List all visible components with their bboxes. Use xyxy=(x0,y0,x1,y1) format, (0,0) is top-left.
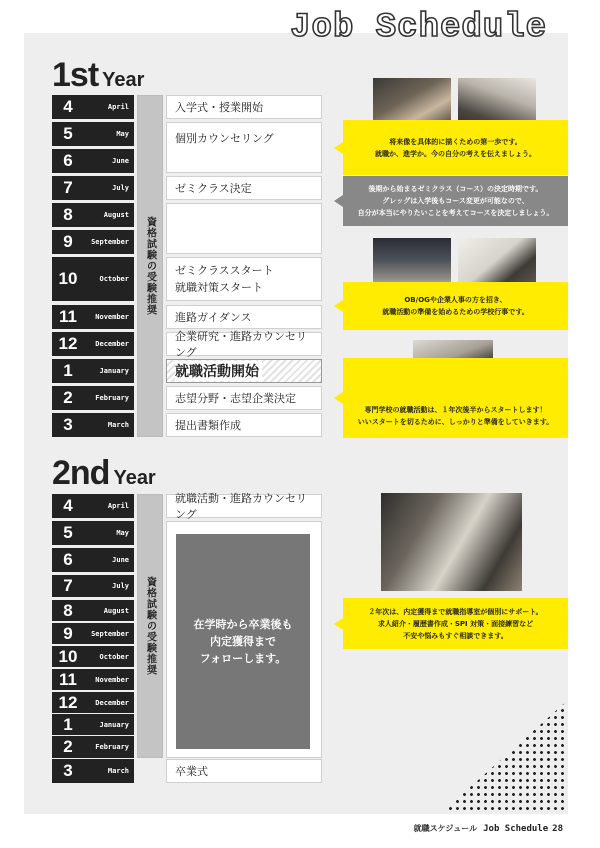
callout-job-hunt: 専門学校の就職活動は、１年次後半からスタートします！ いいスタートを切るために、しっかりと準備をしていきます。 xyxy=(343,358,568,438)
month-row xyxy=(52,257,134,301)
qualification-sidebar xyxy=(137,95,163,437)
month-number: 6 xyxy=(63,550,73,569)
month-row xyxy=(52,521,134,545)
year1-number: 1st xyxy=(52,56,99,94)
month-name: June xyxy=(112,157,129,165)
year1-heading xyxy=(52,56,144,95)
footer-jp: 就職スケジュール xyxy=(413,824,478,833)
event-job-hunt-label: 就職活動開始 xyxy=(175,361,262,381)
month-number: 7 xyxy=(63,576,73,595)
month-number: 6 xyxy=(63,151,73,170)
event-graduation: 卒業式 xyxy=(166,759,322,783)
month-number: 4 xyxy=(63,97,73,116)
month-name: November xyxy=(95,675,129,684)
month-number: 8 xyxy=(63,600,73,620)
event-zemi-decision: ゼミクラス決定 xyxy=(166,176,322,200)
callout-guidance: OB/OGや企業人事の方を招き、 就職活動の準備を始めるための学校行事です。 xyxy=(343,282,568,330)
page-number: 28 xyxy=(552,824,563,834)
month-row xyxy=(52,759,134,783)
month-name: August xyxy=(103,211,129,219)
month-name: August xyxy=(103,606,129,615)
month-row xyxy=(52,386,134,410)
month-name: September xyxy=(91,238,129,246)
month-name: May xyxy=(116,130,129,138)
month-number: 12 xyxy=(58,334,78,353)
month-number: 5 xyxy=(63,124,73,143)
qualification-sidebar-year2 xyxy=(137,494,163,758)
month-name: April xyxy=(107,103,129,111)
month-number: 10 xyxy=(58,646,78,666)
year2-label: Year xyxy=(113,467,156,489)
sidebar-label: 資格試験の受験推奨 xyxy=(144,576,156,676)
month-number: 8 xyxy=(63,205,73,224)
event-entrance-ceremony: 入学式・授業開始 xyxy=(166,95,322,119)
month-row xyxy=(52,548,134,572)
event-research: 企業研究・進路カウンセリング xyxy=(166,332,322,356)
month-row xyxy=(52,359,134,383)
month-name: June xyxy=(112,556,129,564)
sidebar-label: 資格試験の受験推奨 xyxy=(144,216,156,316)
month-row xyxy=(52,122,134,146)
event-zemi-start xyxy=(166,257,322,301)
month-number: 9 xyxy=(63,232,73,251)
month-number: 11 xyxy=(59,307,77,326)
month-number: 2 xyxy=(63,737,73,756)
footer-en: Job Schedule xyxy=(483,824,549,834)
month-name: December xyxy=(95,698,129,707)
event-job-counseling: 就職活動・進路カウンセリング xyxy=(166,494,322,518)
month-name: December xyxy=(95,340,129,348)
month-row xyxy=(52,575,134,597)
month-number: 3 xyxy=(63,761,73,780)
event-documents: 提出書類作成 xyxy=(166,413,322,437)
support-photo xyxy=(381,493,522,591)
month-number: 7 xyxy=(63,178,73,197)
month-name: July xyxy=(112,184,129,192)
year2-number: 2nd xyxy=(52,454,110,492)
month-row xyxy=(52,646,134,667)
month-row xyxy=(52,176,134,200)
month-name: March xyxy=(107,421,129,429)
month-name: January xyxy=(99,367,129,375)
month-row xyxy=(52,714,134,735)
month-name: October xyxy=(99,275,129,283)
month-row xyxy=(52,413,134,437)
month-name: February xyxy=(95,743,129,751)
month-row xyxy=(52,623,134,644)
event-zemi-start-line1: ゼミクラススタート xyxy=(175,264,274,277)
month-number: 9 xyxy=(63,623,73,643)
month-row xyxy=(52,203,134,227)
month-row xyxy=(52,149,134,173)
callout-zemi: 後期から始まるゼミクラス（コース）の決定時期です。 グレッグは入学後もコース変更が可能なので、 自分が本当にやりたいことを考えてコースを決定しましょう。 xyxy=(343,176,568,226)
month-name: January xyxy=(99,720,129,729)
month-number: 11 xyxy=(59,669,77,689)
month-row xyxy=(52,95,134,119)
followup-box xyxy=(176,534,310,749)
month-number: 4 xyxy=(63,496,73,515)
callout-support: ２年次は、内定獲得まで就職指導室が個別にサポート。 求人紹介・履歴書作成・SPI 対策・面接練習など 不安や悩みもすぐ相談できます。 xyxy=(343,598,568,649)
month-row xyxy=(52,230,134,254)
month-name: March xyxy=(107,767,129,775)
month-number: 1 xyxy=(63,714,73,734)
month-row xyxy=(52,494,134,518)
month-number: 5 xyxy=(63,523,73,542)
event-counseling: 個別カウンセリング xyxy=(166,122,322,173)
event-shushoku-start: 就職対策スタート xyxy=(175,281,263,294)
month-row xyxy=(52,736,134,758)
month-name: July xyxy=(112,582,129,590)
year2-heading xyxy=(52,454,156,493)
month-number: 10 xyxy=(58,269,78,288)
event-empty xyxy=(166,203,322,254)
month-number: 12 xyxy=(58,692,78,712)
month-name: February xyxy=(95,394,129,402)
month-row xyxy=(52,305,134,329)
event-guidance: 進路ガイダンス xyxy=(166,305,322,329)
page-title: Job Schedule xyxy=(290,9,547,47)
month-row xyxy=(52,669,134,690)
month-name: October xyxy=(99,652,129,661)
month-row xyxy=(52,692,134,713)
month-name: May xyxy=(116,529,129,537)
month-name: September xyxy=(91,629,129,638)
month-number: 1 xyxy=(63,361,73,380)
event-job-hunt-start xyxy=(166,359,322,383)
month-row xyxy=(52,332,134,356)
month-number: 2 xyxy=(63,388,73,407)
month-row xyxy=(52,600,134,621)
month-number: 3 xyxy=(63,415,73,434)
followup-text: 在学時から卒業後も 内定獲得まで フォローします。 xyxy=(193,618,293,665)
year1-label: Year xyxy=(102,69,145,91)
event-target-decision: 志望分野・志望企業決定 xyxy=(166,386,322,410)
month-name: November xyxy=(95,313,129,321)
month-name: April xyxy=(107,502,129,510)
page-footer xyxy=(414,823,563,834)
callout-counseling: 将来像を具体的に描くための第一歩です。 就職か、進学か。今の自分の考えを伝えましょう。 xyxy=(343,120,568,175)
